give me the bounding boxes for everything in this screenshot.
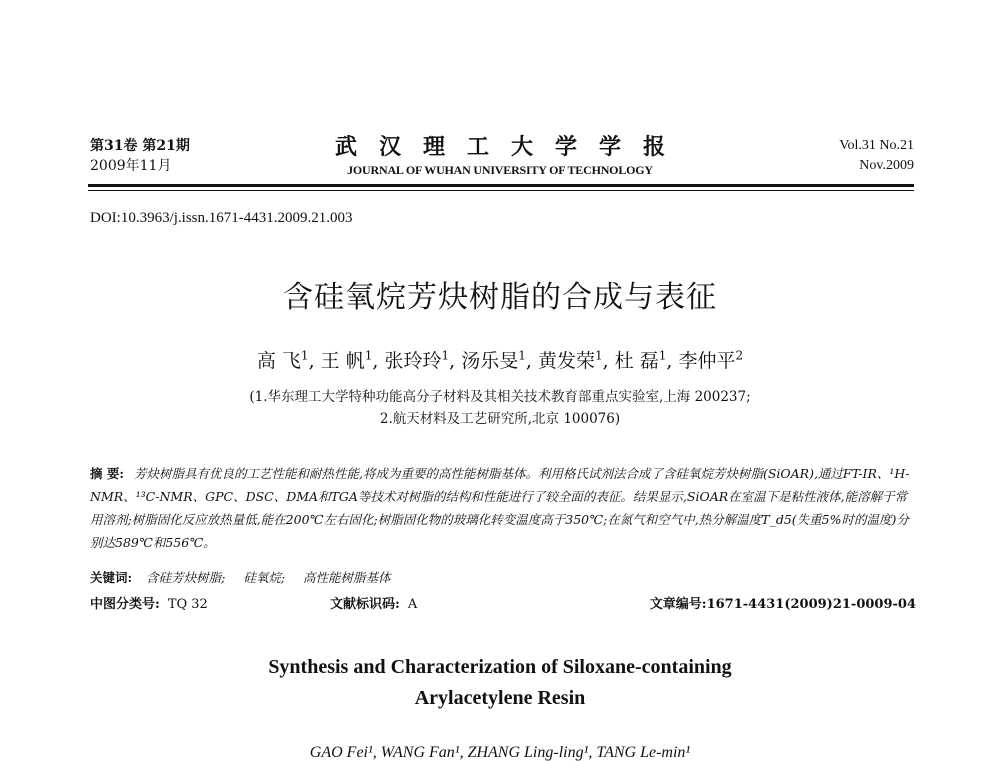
keyword: 高性能树脂基体 [303,570,391,585]
document-code [330,593,417,612]
author: 高 飞 [256,350,301,372]
abstract-text: 芳炔树脂具有优良的工艺性能和耐热性能,将成为重要的高性能树脂基体。利用格氏试剂法合成了含硅氧烷芳炔树脂(SiOAR),通过FT-IR、¹H-NMR、¹³C-NMR、GPC、DSC、DMA和TGA等技术对树脂的结构和性能进行了较全面的表征。结果显示,SiOAR在室温下是粘性液体,能溶解于常用溶剂;树脂固化反应放热量低,能在200℃左右固化;树脂固化物的玻璃化转变温度高于350℃;在氮气和空气中,热分解温度T_d5(失重5%时的温度)分别达589℃和556℃。 [90,466,910,550]
author-list: 高 飞$^1$, 王 帆$^1$, 张玲玲$^1$, 汤乐旻$^1$, 黄发荣$^1$, 杜 磊$^1$, 李仲平$^2$ [256,348,744,372]
abstract [90,462,916,554]
author-list-en: GAO Fei¹, WANG Fan¹, ZHANG Ling-ling¹, TANG Le-min¹ [309,744,691,761]
article-number: 文章编号:1671-4431(2009)21-0009-04 [649,597,916,612]
doi-line: DOI:10.3963/j.issn.1671-4431.2009.21.003 [90,210,353,226]
author: 王 帆 [320,350,365,372]
author: 李仲平 [678,350,736,372]
author: 杜 磊 [614,350,659,372]
author-affil-mark: 1 [441,348,450,363]
paper-title-en [0,652,1000,714]
document-code-label: 文献标识码: [330,597,400,612]
author-affil-mark: 1 [594,348,603,363]
document-code-value: A [407,597,418,612]
keyword: 硅氧烷; [243,570,286,585]
clc-code [90,593,208,612]
author: 黄发荣 [537,350,595,372]
paper-title-en-line1: Synthesis and Characterization of Siloxane-containing [268,656,732,678]
header-rule-thick [88,184,914,187]
clc-label: 中图分类号: [90,597,160,612]
author-affil-mark: 2 [735,348,744,363]
paper-title-en-line2: Arylacetylene Resin [414,687,586,709]
keyword: 含硅芳炔树脂; [146,570,226,585]
date-en: Nov.2009 [859,158,914,173]
volume-issue-cn: 第31卷 第21期 [90,138,190,154]
clc-value: TQ 32 [167,597,208,612]
author-affil-mark: 1 [300,348,309,363]
keywords-label: 关键词: [90,570,133,585]
volume-issue-en: Vol.31 No.21 [839,138,914,153]
keywords [90,568,405,586]
paper-title-cn: 含硅氧烷芳炔树脂的合成与表征 [283,280,717,315]
journal-title-en: JOURNAL OF WUHAN UNIVERSITY OF TECHNOLOGY [347,163,653,177]
author-affil-mark: 1 [518,348,526,363]
date-cn: 2009年11月 [90,158,172,174]
author: 张玲玲 [384,350,442,372]
author-affil-mark: 1 [364,348,373,363]
affiliation-2: 2.航天材料及工艺研究所,北京 100076) [379,411,621,427]
affiliation-1: (1.华东理工大学特种功能高分子材料及其相关技术教育部重点实验室,上海 200237; [249,389,751,405]
header-rule-thin [88,190,914,191]
header-right [839,136,914,176]
abstract-label: 摘 要: [90,466,124,481]
affiliations [0,386,1000,430]
journal-title-cn: 武汉理工大学学报 [334,134,687,160]
author-affil-mark: 1 [658,348,667,363]
author: 汤乐旻 [461,350,519,372]
